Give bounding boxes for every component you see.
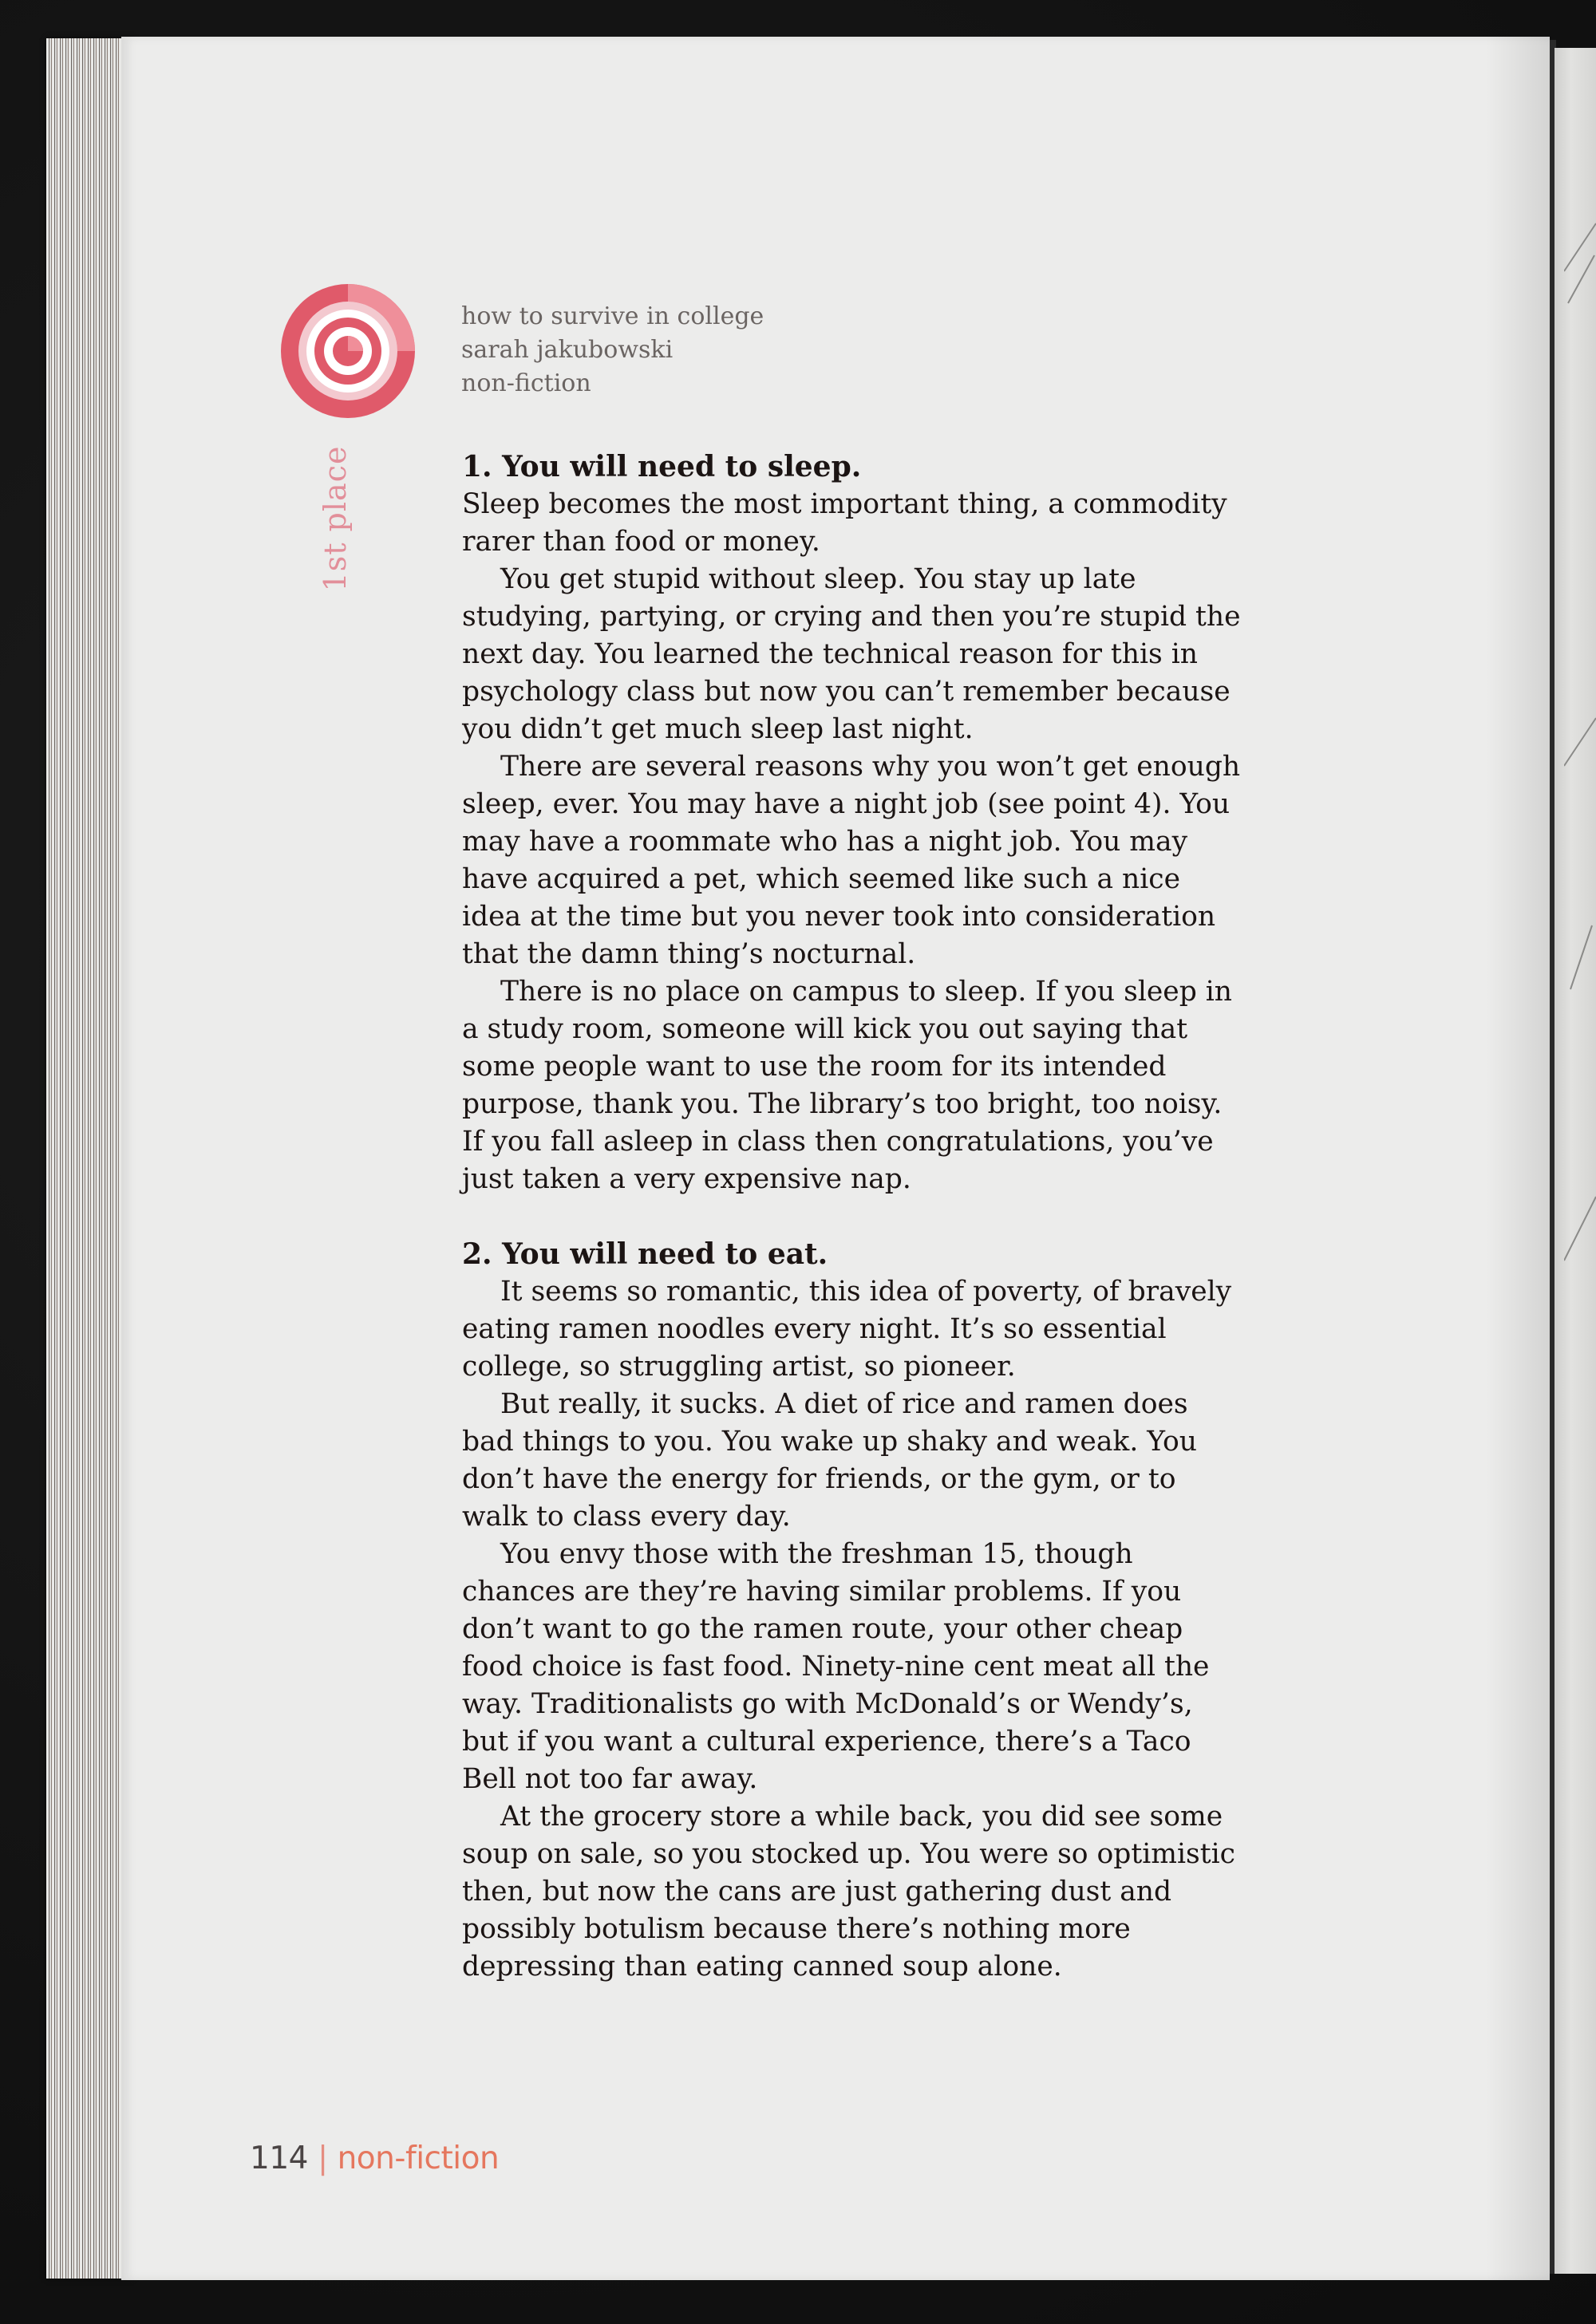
target-icon [278,281,418,421]
section-heading-eat: 2. You will need to eat. [462,1237,828,1271]
article-category: non-fiction [461,369,591,397]
paragraph: Sleep becomes the most important thing, a commodity rarer than food or money. [462,488,1227,558]
article-title: how to survive in college [461,302,764,330]
paragraph: It seems so romantic, this idea of poverty, of bravely eating ramen noodles every night. It’s so essential college, so struggling artist, so pioneer. [462,1276,1232,1383]
facing-page-sketch [1564,207,1596,2122]
footer-separator: | [317,2141,328,2176]
paragraph: At the grocery store a while back, you did see some soup on sale, so you stocked up. You were so optimistic then, but now the cans are just gathering dust and possibly botulism because there’s nothing more depressing than eating canned soup alone. [462,1801,1235,1983]
page-number: 114 [250,2141,308,2176]
award-label: 1st place [318,445,353,592]
article-header [461,300,764,400]
section-heading-sleep: 1. You will need to sleep. [462,450,862,483]
paragraph: There are several reasons why you won’t get enough sleep, ever. You may have a night job (see point 4). You may have a roommate who has a night job. You may have acquired a pet, which seemed like such a nice idea at the time but you never took into consideration that the damn thing’s nocturnal. [462,751,1241,970]
paragraph: You envy those with the freshman 15, though chances are they’re having similar problems. If you don’t want to go the ramen route, your other cheap food choice is fast food. Ninety-nine cent meat all the way. Traditionalists go with McDonald’s or Wendy’s, but if you want a cultural experience, there’s a Taco Bell not too far away. [462,1538,1210,1795]
article-body [462,448,1244,1986]
page-footer [250,2141,499,2176]
paragraph: But really, it sucks. A diet of rice and ramen does bad things to you. You wake up shaky and weak. You don’t have the energy for friends, or the gym, or to walk to class every day. [462,1388,1198,1533]
section-gap [462,1198,1244,1236]
article-author: sarah jakubowski [461,336,674,364]
paragraph: You get stupid without sleep. You stay up late studying, partying, or crying and then you’re stupid the next day. You learned the technical reason for this in psychology class but now you can’t remember because you didn’t get much sleep last night. [462,563,1241,745]
page-gutter-shade [1486,37,1550,2280]
footer-section-name: non-fiction [337,2141,500,2176]
paragraph: There is no place on campus to sleep. If you sleep in a study room, someone will kick you out saying that some people want to use the room for its intended purpose, thank you. The library’s too bright, too noisy. If you fall asleep in class then congratulations, you’ve just taken a very expensive nap. [462,976,1232,1195]
